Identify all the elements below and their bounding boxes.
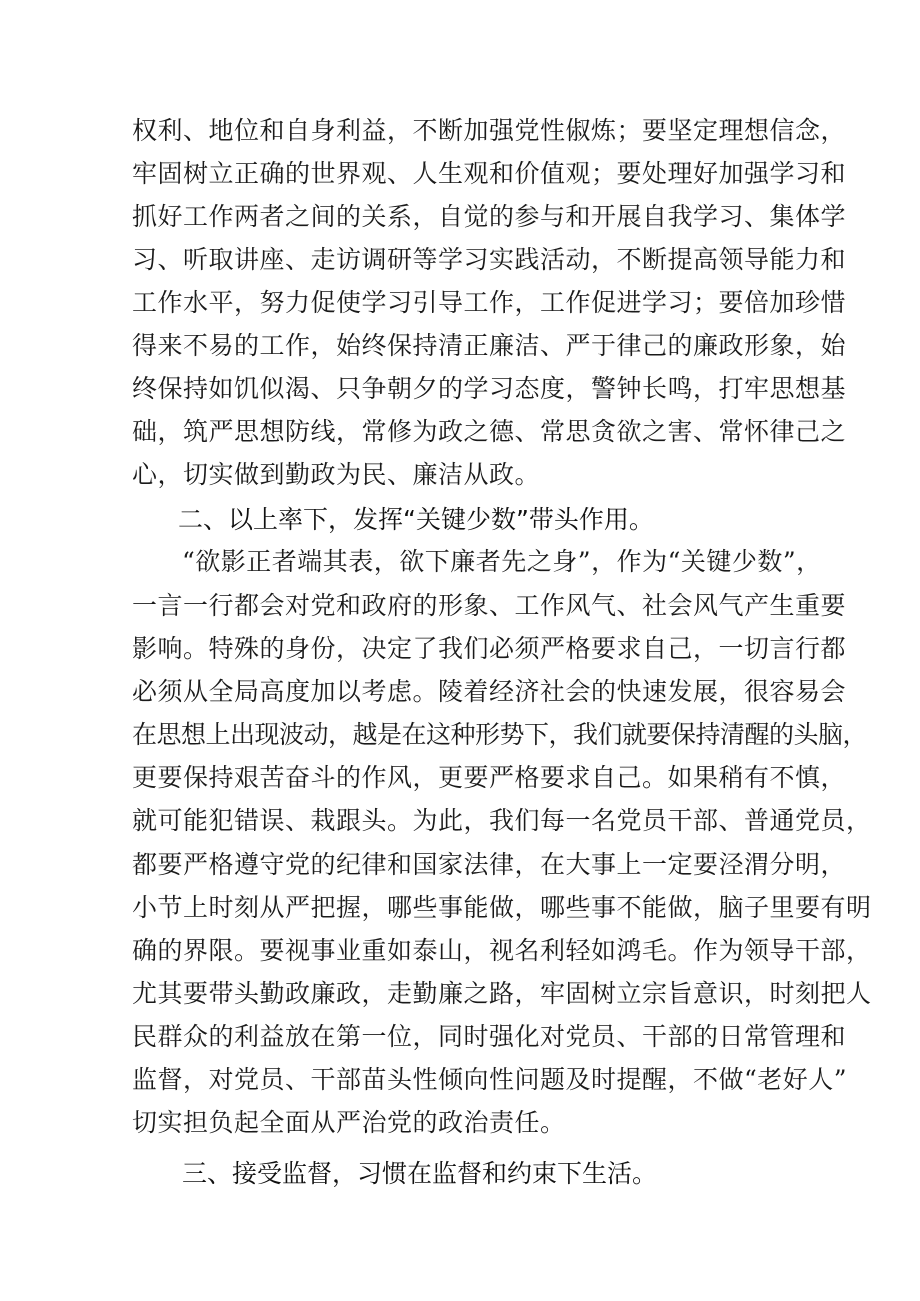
paragraph-line: 影响。特殊的身份，决定了我们必须严格要求自己，一切言行都 bbox=[132, 634, 847, 663]
paragraph-line: 切实担负起全面从严治党的政治责任。 bbox=[132, 1108, 566, 1137]
paragraph-line: 得来不易的工作，始终保持清正廉洁、严于律己的廉政形象，始 bbox=[132, 331, 847, 360]
paragraph-line: 习、听取讲座、走访调研等学习实践活动，不断提高领导能力和 bbox=[132, 245, 847, 274]
paragraph-line: 小节上时刻从严把握，哪些事能做，哪些事不能做，脑子里要有明 bbox=[132, 893, 872, 922]
section-heading-3: 三、接受监督，习惯在监督和约束下生活。 bbox=[182, 1159, 658, 1188]
paragraph-line: 牢固树立正确的世界观、人生观和价值观；要处理好加强学习和 bbox=[132, 159, 847, 188]
paragraph-line: 础，筑严思想防线，常修为政之德、常思贪欲之害、常怀律己之 bbox=[132, 417, 847, 446]
paragraph-line: 一言一行都会对党和政府的形象、工作风气、社会风气产生重要 bbox=[132, 591, 847, 620]
paragraph-line: 必须从全局高度加以考虑。陵着经济社会的快速发展，很容易会 bbox=[132, 677, 847, 706]
paragraph-line: “欲影正者端其表，欲下廉者先之身”，作为“关键少数”， bbox=[182, 547, 822, 576]
paragraph-line: 更要保持艰苦奋斗的作风，更要严格要求自己。如果稍有不慎， bbox=[132, 763, 847, 792]
section-heading-2: 二、以上率下，发挥“关键少数”带头作用。 bbox=[178, 505, 654, 534]
paragraph-line: 工作水平，努力促使学习引导工作，工作促进学习；要倍加珍惜 bbox=[132, 288, 847, 317]
paragraph-line: 就可能犯错误、栽跟头。为此，我们每一名党员干部、普通党员， bbox=[132, 806, 872, 835]
paragraph-line: 民群众的利益放在第一位，同时强化对党员、干部的日常管理和 bbox=[132, 1022, 847, 1051]
paragraph-line: 监督，对党员、干部苗头性倾向性问题及时提醒，不做“老好人” bbox=[132, 1065, 848, 1094]
paragraph-line: 终保持如饥似渴、只争朝夕的学习态度，警钟长鸣，打牢思想基 bbox=[132, 374, 847, 403]
paragraph-line: 尤其要带头勤政廉政，走勤廉之路，牢固树立宗旨意识，时刻把人 bbox=[132, 979, 872, 1008]
paragraph-line: 抓好工作两者之间的关系，自觉的参与和开展自我学习、集体学 bbox=[132, 202, 847, 231]
paragraph-line: 都要严格遵守党的纪律和国家法律，在大事上一定要泾渭分明， bbox=[132, 850, 847, 879]
paragraph-line: 权利、地位和自身利益，不断加强党性俶炼；要坚定理想信念， bbox=[132, 116, 847, 145]
paragraph-line: 确的界限。要视事业重如泰山，视名利轻如鸿毛。作为领导干部， bbox=[132, 936, 872, 965]
paragraph-line: 心，切实做到勤政为民、廉洁从政。 bbox=[132, 460, 541, 489]
paragraph-line: 在思想上出现波动，越是在这种形势下，我们就要保持清醒的头脑， bbox=[132, 720, 868, 749]
